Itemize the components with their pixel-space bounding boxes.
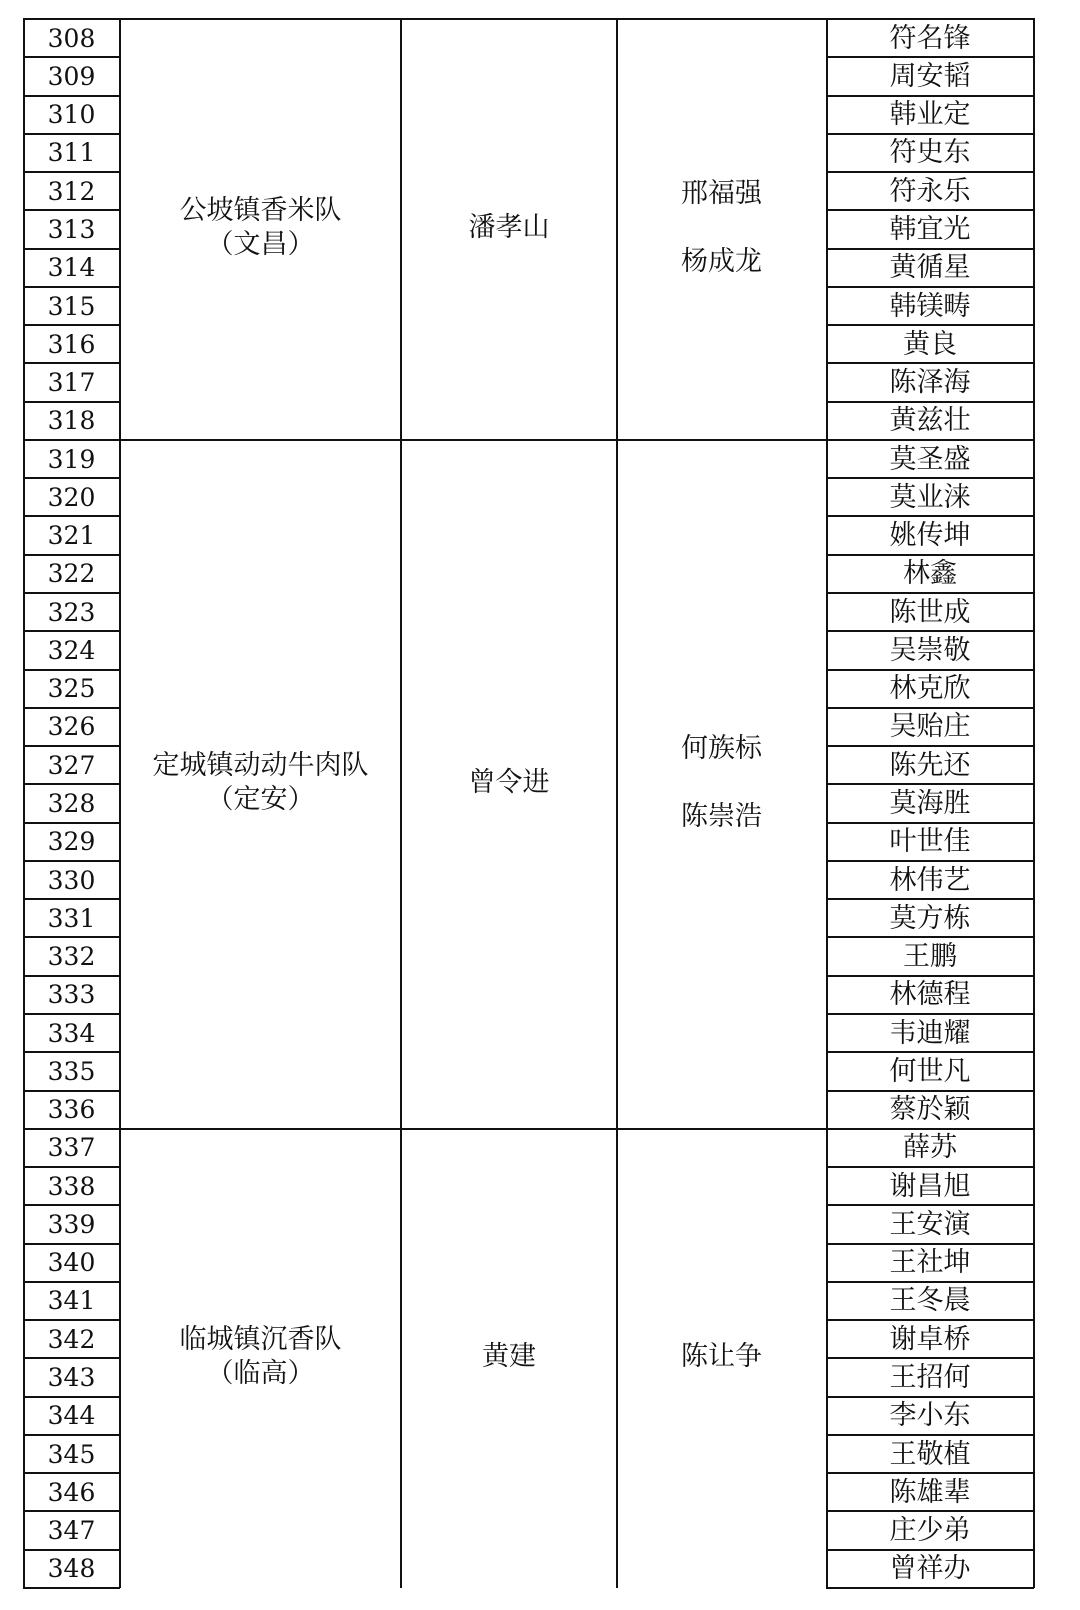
row-number: 320 — [47, 482, 96, 512]
player-name: 叶世佳 — [889, 826, 971, 858]
row-number: 327 — [47, 750, 96, 780]
player-name: 蔡於颖 — [889, 1094, 971, 1126]
player-name: 林克欣 — [889, 673, 971, 705]
table-bottom-border — [23, 1587, 120, 1589]
row-number: 347 — [47, 1516, 96, 1546]
team-name-cell — [120, 18, 401, 439]
player-name: 符永乐 — [889, 175, 971, 207]
player-name: 周安韬 — [889, 60, 971, 92]
staff-name: 杨成龙 — [681, 246, 762, 278]
team-region: （临高） — [206, 1358, 315, 1390]
player-name: 黄良 — [903, 328, 957, 360]
coach-name: 曾令进 — [468, 767, 550, 799]
player-name: 吴贻庄 — [889, 711, 971, 743]
player-name: 陈先还 — [889, 749, 971, 781]
player-name: 符史东 — [889, 137, 971, 169]
player-name: 黄兹壮 — [889, 405, 971, 437]
row-number: 345 — [47, 1439, 96, 1469]
row-number: 323 — [47, 597, 96, 627]
player-name: 黄循星 — [889, 252, 971, 284]
row-number: 340 — [47, 1248, 96, 1278]
row-number: 329 — [47, 827, 96, 857]
table-bottom-border — [826, 1587, 1034, 1589]
team-name-cell — [120, 439, 401, 1128]
row-number: 310 — [47, 100, 96, 130]
player-name: 莫业涞 — [889, 481, 971, 513]
player-name: 王敬植 — [889, 1438, 971, 1470]
row-number: 336 — [47, 1095, 96, 1125]
staff-name: 邢福强 — [681, 178, 762, 210]
row-number: 333 — [47, 980, 96, 1010]
player-name: 姚传坤 — [889, 520, 971, 552]
row-number: 316 — [47, 329, 96, 359]
player-name: 林伟艺 — [889, 864, 971, 896]
row-number: 348 — [47, 1554, 96, 1584]
team-name: 定城镇动动牛肉队 — [152, 750, 369, 782]
player-name: 韦迪耀 — [889, 1017, 971, 1049]
row-number: 317 — [47, 368, 96, 398]
row-number: 314 — [47, 253, 96, 283]
row-number: 332 — [47, 942, 96, 972]
row-number: 343 — [47, 1363, 96, 1392]
row-number: 344 — [47, 1401, 96, 1431]
row-number: 321 — [47, 521, 96, 551]
row-number: 312 — [47, 176, 96, 206]
player-name: 陈泽海 — [889, 367, 971, 399]
row-number: 337 — [47, 1133, 96, 1163]
player-name: 王冬晨 — [889, 1285, 971, 1317]
team-region: （定安） — [206, 784, 315, 816]
player-name: 符名锋 — [889, 22, 971, 54]
row-number: 319 — [47, 444, 96, 474]
row-number: 331 — [47, 903, 96, 933]
row-number: 322 — [47, 559, 96, 589]
player-name: 陈雄辈 — [889, 1476, 971, 1508]
row-number: 330 — [47, 865, 96, 895]
player-name: 莫海胜 — [889, 787, 971, 819]
row-number: 346 — [47, 1477, 96, 1507]
row-number: 335 — [47, 1056, 96, 1086]
team-region: （文昌） — [206, 229, 315, 261]
team-name: 公坡镇香米队 — [179, 195, 342, 227]
row-number: 309 — [47, 61, 96, 91]
row-number: 339 — [47, 1209, 96, 1239]
staff-name: 陈让争 — [681, 1341, 762, 1373]
player-name: 韩业定 — [889, 99, 971, 131]
staff-name: 陈崇浩 — [681, 801, 762, 833]
player-name: 吴崇敬 — [889, 634, 971, 666]
row-number: 315 — [47, 291, 96, 321]
staff-name: 何族标 — [681, 733, 762, 765]
player-name: 林鑫 — [903, 558, 957, 590]
team-name: 临城镇沉香队 — [179, 1324, 342, 1356]
player-name: 陈世成 — [889, 596, 971, 628]
staff-cell — [617, 439, 826, 1128]
row-number: 342 — [47, 1324, 96, 1354]
player-name: 曾祥办 — [889, 1553, 971, 1585]
player-name: 莫方栋 — [889, 902, 971, 934]
player-name: 王鹏 — [903, 941, 957, 973]
coach-cell — [401, 18, 617, 439]
coach-name: 潘孝山 — [468, 212, 550, 244]
player-name: 薛苏 — [903, 1132, 957, 1164]
player-name: 韩宜光 — [889, 213, 971, 245]
player-name: 庄少弟 — [889, 1515, 971, 1547]
player-name: 何世凡 — [889, 1055, 971, 1087]
player-name: 韩镁畴 — [889, 290, 971, 322]
row-number: 338 — [47, 1171, 96, 1201]
row-number: 326 — [47, 712, 96, 742]
team-name-cell — [120, 1128, 401, 1587]
player-name: 谢昌旭 — [889, 1170, 971, 1202]
staff-cell — [617, 18, 826, 439]
row-number: 328 — [47, 788, 96, 818]
row-number: 324 — [47, 635, 96, 665]
staff-cell — [617, 1128, 826, 1587]
row-number: 308 — [47, 23, 96, 53]
player-name: 莫圣盛 — [889, 443, 971, 475]
row-number: 318 — [47, 406, 96, 436]
player-name: 谢卓桥 — [889, 1323, 971, 1355]
row-number: 341 — [47, 1286, 96, 1316]
row-number: 313 — [47, 214, 96, 244]
coach-name: 黄建 — [482, 1341, 536, 1373]
row-number: 325 — [47, 674, 96, 704]
coach-cell — [401, 1128, 617, 1587]
player-name: 王社坤 — [889, 1247, 971, 1279]
row-number: 334 — [47, 1018, 96, 1048]
row-number: 311 — [47, 138, 96, 168]
coach-cell — [401, 439, 617, 1128]
player-name: 王招何 — [889, 1362, 971, 1393]
player-name: 林德程 — [889, 979, 971, 1011]
player-name: 王安演 — [889, 1208, 971, 1240]
player-name: 李小东 — [889, 1400, 971, 1432]
